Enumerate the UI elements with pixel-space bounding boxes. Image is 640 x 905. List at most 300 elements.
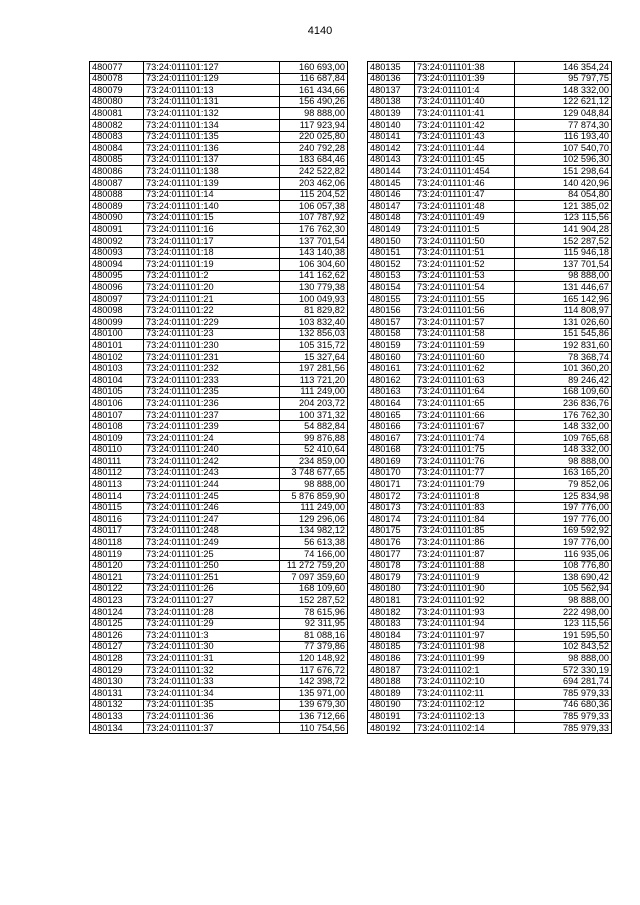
cadastral-number-cell: 73:24:011101:140 [144,201,280,213]
table-row [368,340,612,352]
row-number-cell: 480190 [368,699,415,711]
value-cell: 203 462,06 [280,177,348,189]
cadastral-number-cell: 73:24:011101:236 [144,398,280,410]
value-cell: 135 971,00 [280,688,348,700]
table-row [90,293,348,305]
row-number-cell: 480192 [368,722,415,734]
row-number-cell: 480138 [368,96,415,108]
table-row [368,537,612,549]
cadastral-number-cell: 73:24:011101:23 [144,328,280,340]
value-cell: 109 765,68 [515,433,612,445]
row-number-cell: 480077 [90,62,144,74]
value-cell: 152 287,52 [515,235,612,247]
table-row [368,525,612,537]
table-row [90,490,348,502]
value-cell: 148 332,00 [515,85,612,97]
row-number-cell: 480117 [90,525,144,537]
value-cell: 81 088,16 [280,630,348,642]
cadastral-number-cell: 73:24:011101:98 [415,641,515,653]
row-number-cell: 480134 [90,722,144,734]
value-cell: 130 779,38 [280,282,348,294]
table-row [368,699,612,711]
value-cell: 131 446,67 [515,282,612,294]
row-number-cell: 480113 [90,479,144,491]
value-cell: 15 327,64 [280,351,348,363]
cadastral-number-cell: 73:24:011101:88 [415,560,515,572]
table-row [90,409,348,421]
cadastral-number-cell: 73:24:011101:245 [144,490,280,502]
value-cell: 116 935,06 [515,548,612,560]
cadastral-number-cell: 73:24:011101:127 [144,62,280,74]
row-number-cell: 480107 [90,409,144,421]
cadastral-number-cell: 73:24:011102:14 [415,722,515,734]
table-row [368,305,612,317]
table-row [368,201,612,213]
cadastral-number-cell: 73:24:011101:26 [144,583,280,595]
table-row [368,479,612,491]
table-row [90,664,348,676]
table-row [90,572,348,584]
row-number-cell: 480127 [90,641,144,653]
table-row [90,73,348,85]
value-cell: 110 754,56 [280,722,348,734]
value-cell: 161 434,66 [280,85,348,97]
cadastral-number-cell: 73:24:011101:20 [144,282,280,294]
row-number-cell: 480109 [90,433,144,445]
table-row [368,73,612,85]
value-cell: 108 776,80 [515,560,612,572]
cadastral-number-cell: 73:24:011101:33 [144,676,280,688]
table-row [90,421,348,433]
value-cell: 125 834,98 [515,490,612,502]
row-number-cell: 480161 [368,363,415,375]
value-cell: 111 249,00 [280,502,348,514]
table-row [90,676,348,688]
cadastral-number-cell: 73:24:011101:57 [415,317,515,329]
value-cell: 77 874,30 [515,119,612,131]
table-row [368,572,612,584]
row-number-cell: 480079 [90,85,144,97]
value-cell: 197 776,00 [515,514,612,526]
table-row [90,653,348,665]
table-row [90,154,348,166]
cadastral-number-cell: 73:24:011101:5 [415,224,515,236]
table-row [90,548,348,560]
cadastral-number-cell: 73:24:011101:132 [144,108,280,120]
cadastral-number-cell: 73:24:011101:139 [144,177,280,189]
table-row [368,375,612,387]
value-cell: 98 888,00 [515,653,612,665]
cadastral-number-cell: 73:24:011101:37 [144,722,280,734]
row-number-cell: 480170 [368,467,415,479]
table-row [368,595,612,607]
cadastral-number-cell: 73:24:011101:136 [144,143,280,155]
value-cell: 84 054,80 [515,189,612,201]
cadastral-number-cell: 73:24:011101:35 [144,699,280,711]
row-number-cell: 480177 [368,548,415,560]
cadastral-number-cell: 73:24:011101:59 [415,340,515,352]
table-row [368,363,612,375]
row-number-cell: 480100 [90,328,144,340]
row-number-cell: 480119 [90,548,144,560]
value-cell: 79 852,06 [515,479,612,491]
value-cell: 81 829,82 [280,305,348,317]
value-cell: 95 797,75 [515,73,612,85]
value-cell: 240 792,28 [280,143,348,155]
cadastral-number-cell: 73:24:011102:1 [415,664,515,676]
value-cell: 160 693,00 [280,62,348,74]
cadastral-number-cell: 73:24:011101:50 [415,235,515,247]
row-number-cell: 480145 [368,177,415,189]
value-cell: 3 748 677,65 [280,467,348,479]
cadastral-number-cell: 73:24:011101:60 [415,351,515,363]
table-row [90,444,348,456]
table-row [90,375,348,387]
row-number-cell: 480091 [90,224,144,236]
cadastral-number-cell: 73:24:011101:74 [415,433,515,445]
cadastral-number-cell: 73:24:011101:134 [144,119,280,131]
table-row [368,131,612,143]
page-number: 4140 [307,25,333,37]
cadastral-number-cell: 73:24:011101:42 [415,119,515,131]
row-number-cell: 480164 [368,398,415,410]
row-number-cell: 480120 [90,560,144,572]
value-cell: 117 923,94 [280,119,348,131]
cadastral-number-cell: 73:24:011101:244 [144,479,280,491]
cadastral-number-cell: 73:24:011101:84 [415,514,515,526]
row-number-cell: 480092 [90,235,144,247]
cadastral-number-cell: 73:24:011101:17 [144,235,280,247]
row-number-cell: 480182 [368,606,415,618]
row-number-cell: 480126 [90,630,144,642]
cadastral-number-cell: 73:24:011101:76 [415,456,515,468]
cadastral-number-cell: 73:24:011102:12 [415,699,515,711]
row-number-cell: 480179 [368,572,415,584]
table-row [90,305,348,317]
row-number-cell: 480174 [368,514,415,526]
value-cell: 122 621,12 [515,96,612,108]
row-number-cell: 480124 [90,606,144,618]
row-number-cell: 480133 [90,711,144,723]
value-cell: 140 420,96 [515,177,612,189]
cadastral-number-cell: 73:24:011101:85 [415,525,515,537]
cadastral-number-cell: 73:24:011101:58 [415,328,515,340]
cadastral-number-cell: 73:24:011101:75 [415,444,515,456]
row-number-cell: 480136 [368,73,415,85]
row-number-cell: 480165 [368,409,415,421]
cadastral-number-cell: 73:24:011102:11 [415,688,515,700]
table-row [368,119,612,131]
right-table-body [368,62,612,734]
cadastral-number-cell: 73:24:011101:22 [144,305,280,317]
table-row [368,502,612,514]
row-number-cell: 480083 [90,131,144,143]
value-cell: 105 315,72 [280,340,348,352]
row-number-cell: 480141 [368,131,415,143]
table-row [90,711,348,723]
table-row [90,85,348,97]
value-cell: 142 398,72 [280,676,348,688]
value-cell: 137 701,54 [515,259,612,271]
table-row [90,537,348,549]
row-number-cell: 480086 [90,166,144,178]
value-cell: 129 296,06 [280,514,348,526]
table-row [368,711,612,723]
row-number-cell: 480099 [90,317,144,329]
value-cell: 115 946,18 [515,247,612,259]
row-number-cell: 480148 [368,212,415,224]
value-cell: 222 498,00 [515,606,612,618]
table-row [90,525,348,537]
table-row [368,212,612,224]
cadastral-number-cell: 73:24:011101:45 [415,154,515,166]
table-row [368,143,612,155]
value-cell: 176 762,30 [280,224,348,236]
table-row [368,351,612,363]
value-cell: 151 545,86 [515,328,612,340]
cadastral-number-cell: 73:24:011101:77 [415,467,515,479]
cadastral-number-cell: 73:24:011101:13 [144,85,280,97]
value-cell: 165 142,96 [515,293,612,305]
row-number-cell: 480146 [368,189,415,201]
cadastral-number-cell: 73:24:011101:242 [144,456,280,468]
cadastral-number-cell: 73:24:011101:41 [415,108,515,120]
row-number-cell: 480128 [90,653,144,665]
table-row [368,166,612,178]
cadastral-number-cell: 73:24:011101:21 [144,293,280,305]
cadastral-number-cell: 73:24:011101:15 [144,212,280,224]
cadastral-number-cell: 73:24:011101:18 [144,247,280,259]
row-number-cell: 480137 [368,85,415,97]
cadastral-number-cell: 73:24:011101:240 [144,444,280,456]
table-row [368,282,612,294]
row-number-cell: 480130 [90,676,144,688]
table-row [368,259,612,271]
value-cell: 234 859,00 [280,456,348,468]
value-cell: 132 856,03 [280,328,348,340]
cadastral-number-cell: 73:24:011101:28 [144,606,280,618]
row-number-cell: 480132 [90,699,144,711]
row-number-cell: 480157 [368,317,415,329]
cadastral-number-cell: 73:24:011101:2 [144,270,280,282]
cadastral-number-cell: 73:24:011101:25 [144,548,280,560]
value-cell: 116 193,40 [515,131,612,143]
table-row [368,328,612,340]
value-cell: 102 596,30 [515,154,612,166]
cadastral-number-cell: 73:24:011102:13 [415,711,515,723]
cadastral-number-cell: 73:24:011101:39 [415,73,515,85]
table-row [90,606,348,618]
table-row [90,340,348,352]
cadastral-number-cell: 73:24:011101:16 [144,224,280,236]
value-cell: 121 385,02 [515,201,612,213]
value-cell: 176 762,30 [515,409,612,421]
cadastral-number-cell: 73:24:011101:239 [144,421,280,433]
value-cell: 74 166,00 [280,548,348,560]
cadastral-number-cell: 73:24:011101:36 [144,711,280,723]
table-row [90,351,348,363]
cadastral-number-cell: 73:24:011101:137 [144,154,280,166]
value-cell: 168 109,60 [515,386,612,398]
cadastral-number-cell: 73:24:011101:233 [144,375,280,387]
value-cell: 152 287,52 [280,595,348,607]
value-cell: 114 808,97 [515,305,612,317]
row-number-cell: 480159 [368,340,415,352]
table-row [90,224,348,236]
row-number-cell: 480175 [368,525,415,537]
value-cell: 100 049,93 [280,293,348,305]
value-cell: 106 304,60 [280,259,348,271]
cadastral-number-cell: 73:24:011101:14 [144,189,280,201]
value-cell: 123 115,56 [515,212,612,224]
table-row [90,583,348,595]
value-cell: 183 684,46 [280,154,348,166]
table-row [90,108,348,120]
cadastral-number-cell: 73:24:011101:66 [415,409,515,421]
cadastral-number-cell: 73:24:011101:19 [144,259,280,271]
row-number-cell: 480093 [90,247,144,259]
cadastral-number-cell: 73:24:011101:24 [144,433,280,445]
value-cell: 785 979,33 [515,711,612,723]
value-cell: 129 048,84 [515,108,612,120]
cadastral-number-cell: 73:24:011101:56 [415,305,515,317]
cadastral-number-cell: 73:24:011101:248 [144,525,280,537]
value-cell: 5 876 859,90 [280,490,348,502]
value-cell: 98 888,00 [515,595,612,607]
row-number-cell: 480140 [368,119,415,131]
table-row [368,676,612,688]
row-number-cell: 480186 [368,653,415,665]
value-cell: 785 979,33 [515,722,612,734]
table-row [90,363,348,375]
row-number-cell: 480181 [368,595,415,607]
row-number-cell: 480187 [368,664,415,676]
table-row [368,398,612,410]
table-row [90,96,348,108]
cadastral-number-cell: 73:24:011101:63 [415,375,515,387]
row-number-cell: 480094 [90,259,144,271]
value-cell: 143 140,38 [280,247,348,259]
row-number-cell: 480098 [90,305,144,317]
value-cell: 105 562,94 [515,583,612,595]
value-cell: 11 272 759,20 [280,560,348,572]
cadastral-number-cell: 73:24:011101:27 [144,595,280,607]
cadastral-number-cell: 73:24:011101:52 [415,259,515,271]
row-number-cell: 480106 [90,398,144,410]
value-cell: 138 690,42 [515,572,612,584]
row-number-cell: 480088 [90,189,144,201]
row-number-cell: 480096 [90,282,144,294]
value-cell: 139 679,30 [280,699,348,711]
value-cell: 137 701,54 [280,235,348,247]
table-row [90,433,348,445]
table-row [368,653,612,665]
table-row [90,641,348,653]
row-number-cell: 480102 [90,351,144,363]
row-number-cell: 480103 [90,363,144,375]
row-number-cell: 480129 [90,664,144,676]
cadastral-number-cell: 73:24:011101:29 [144,618,280,630]
value-cell: 115 204,52 [280,189,348,201]
right-register-table [367,61,612,734]
table-row [90,201,348,213]
table-row [90,131,348,143]
row-number-cell: 480154 [368,282,415,294]
table-row [90,386,348,398]
row-number-cell: 480116 [90,514,144,526]
table-row [90,235,348,247]
row-number-cell: 480122 [90,583,144,595]
row-number-cell: 480172 [368,490,415,502]
row-number-cell: 480143 [368,154,415,166]
cadastral-number-cell: 73:24:011101:243 [144,467,280,479]
cadastral-number-cell: 73:24:011101:34 [144,688,280,700]
cadastral-number-cell: 73:24:011102:10 [415,676,515,688]
table-row [368,664,612,676]
row-number-cell: 480081 [90,108,144,120]
cadastral-number-cell: 73:24:011101:3 [144,630,280,642]
cadastral-number-cell: 73:24:011101:32 [144,664,280,676]
table-row [368,641,612,653]
value-cell: 103 832,40 [280,317,348,329]
table-row [90,630,348,642]
table-row [90,143,348,155]
left-register-table [89,61,348,734]
value-cell: 99 876,88 [280,433,348,445]
table-row [368,421,612,433]
value-cell: 197 776,00 [515,537,612,549]
row-number-cell: 480166 [368,421,415,433]
table-row [90,722,348,734]
row-number-cell: 480188 [368,676,415,688]
cadastral-number-cell: 73:24:011101:47 [415,189,515,201]
cadastral-number-cell: 73:24:011101:86 [415,537,515,549]
table-row [90,398,348,410]
value-cell: 197 281,56 [280,363,348,375]
row-number-cell: 480121 [90,572,144,584]
cadastral-number-cell: 73:24:011101:54 [415,282,515,294]
cadastral-number-cell: 73:24:011101:93 [415,606,515,618]
table-row [368,688,612,700]
row-number-cell: 480114 [90,490,144,502]
value-cell: 78 615,96 [280,606,348,618]
row-number-cell: 480089 [90,201,144,213]
row-number-cell: 480131 [90,688,144,700]
row-number-cell: 480153 [368,270,415,282]
table-row [368,293,612,305]
row-number-cell: 480149 [368,224,415,236]
row-number-cell: 480139 [368,108,415,120]
table-row [368,270,612,282]
table-row [368,548,612,560]
value-cell: 141 904,28 [515,224,612,236]
value-cell: 220 025,80 [280,131,348,143]
table-row [368,444,612,456]
row-number-cell: 480171 [368,479,415,491]
cadastral-number-cell: 73:24:011101:83 [415,502,515,514]
table-row [90,502,348,514]
cadastral-number-cell: 73:24:011101:129 [144,73,280,85]
cadastral-number-cell: 73:24:011101:43 [415,131,515,143]
value-cell: 746 680,36 [515,699,612,711]
table-row [368,108,612,120]
table-row [368,722,612,734]
row-number-cell: 480158 [368,328,415,340]
value-cell: 197 776,00 [515,502,612,514]
table-row [90,595,348,607]
value-cell: 98 888,00 [280,108,348,120]
cadastral-number-cell: 73:24:011101:62 [415,363,515,375]
